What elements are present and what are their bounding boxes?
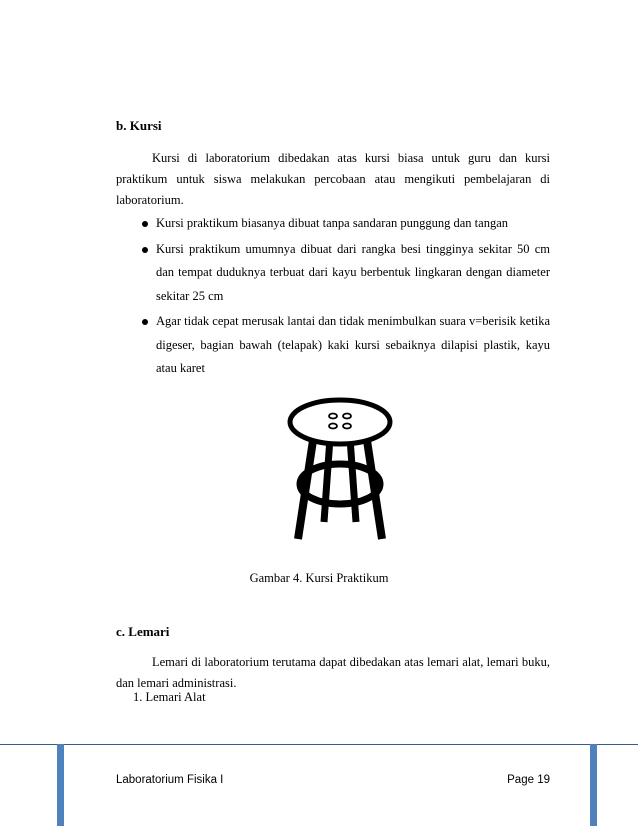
section-heading-lemari: c. Lemari xyxy=(116,624,170,639)
bullet-dot-icon xyxy=(142,247,148,253)
kursi-bullet-list xyxy=(140,212,550,383)
bullet-item xyxy=(140,212,550,236)
bullet-text: Agar tidak cepat merusak lantai dan tidak menimbulkan suara v=berisik ketika digeser, bagian bawah (telapak) kaki kursi sebaiknya dilapisi plastik, kayu atau karet xyxy=(156,314,550,375)
stool-illustration xyxy=(276,394,404,542)
kursi-paragraph: Kursi di laboratorium dibedakan atas kursi biasa untuk guru dan kursi praktikum untuk siswa melakukan percobaan atau mengikuti pembelajaran di laboratorium. xyxy=(116,151,550,207)
stool-ring xyxy=(300,464,380,504)
footer-rule xyxy=(0,744,638,745)
numbered-item-lemari-alat: 1. Lemari Alat xyxy=(133,690,206,704)
bullet-dot-icon xyxy=(142,319,148,325)
stool-seat xyxy=(290,400,390,444)
bullet-dot-icon xyxy=(142,221,148,227)
bullet-text: Kursi praktikum biasanya dibuat tanpa sandaran punggung dan tangan xyxy=(156,216,508,230)
stool-leg xyxy=(350,438,356,522)
bullet-item xyxy=(140,238,550,309)
figure-caption: Gambar 4. Kursi Praktikum xyxy=(249,571,389,585)
stool-leg xyxy=(324,438,330,522)
bullet-item xyxy=(140,310,550,381)
footer-title: Laboratorium Fisika I xyxy=(116,774,224,786)
bullet-text: Kursi praktikum umumnya dibuat dari rangka besi tingginya sekitar 50 cm dan tempat duduknya terbuat dari kayu berbentuk lingkaran dengan diameter sekitar 25 cm xyxy=(156,241,550,303)
footer-left-bar xyxy=(57,744,64,826)
section-heading-kursi: b. Kursi xyxy=(116,118,162,133)
page-number: Page 19 xyxy=(507,774,550,786)
lemari-paragraph: Lemari di laboratorium terutama dapat dibedakan atas lemari alat, lemari buku, dan lemari administrasi. xyxy=(116,655,550,690)
footer-right-bar xyxy=(590,744,597,826)
